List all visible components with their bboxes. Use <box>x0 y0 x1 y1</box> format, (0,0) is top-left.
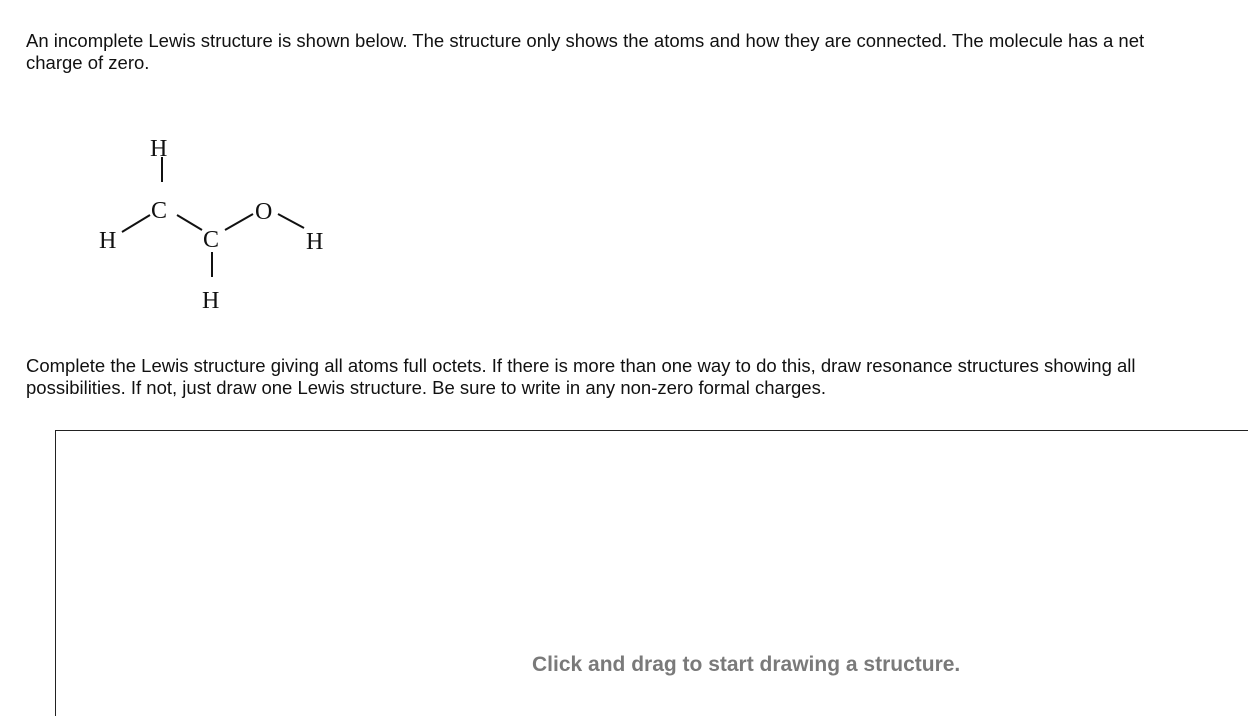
bond-h-left-c1 <box>122 215 150 232</box>
instructions-text: Complete the Lewis structure giving all atoms full octets. If there is more than one way to do this, draw resonance structures showing all possibilities. If not, just draw one Lewis structure. Be sure to write in any non-zero formal charges. <box>26 355 1136 398</box>
structure-drawing-canvas[interactable] <box>55 430 1248 716</box>
intro-text: An incomplete Lewis structure is shown below. The structure only shows the atoms and how they are connected. The molecule has a net charge of zero. <box>26 30 1145 73</box>
drawing-hint-text: Click and drag to start drawing a structure. <box>532 653 961 676</box>
atom-h-left: H <box>99 228 117 254</box>
atom-c1: C <box>151 198 168 224</box>
bond-c1-c2 <box>177 215 202 230</box>
atom-h-bottom: H <box>202 288 220 314</box>
atom-c2: C <box>203 227 220 253</box>
incomplete-lewis-structure <box>90 130 340 320</box>
atom-h-top: H <box>150 136 168 162</box>
atom-o: O <box>255 199 273 225</box>
atom-h-right: H <box>306 229 324 255</box>
bond-c2-o <box>225 214 253 230</box>
bond-o-h-right <box>278 214 304 228</box>
